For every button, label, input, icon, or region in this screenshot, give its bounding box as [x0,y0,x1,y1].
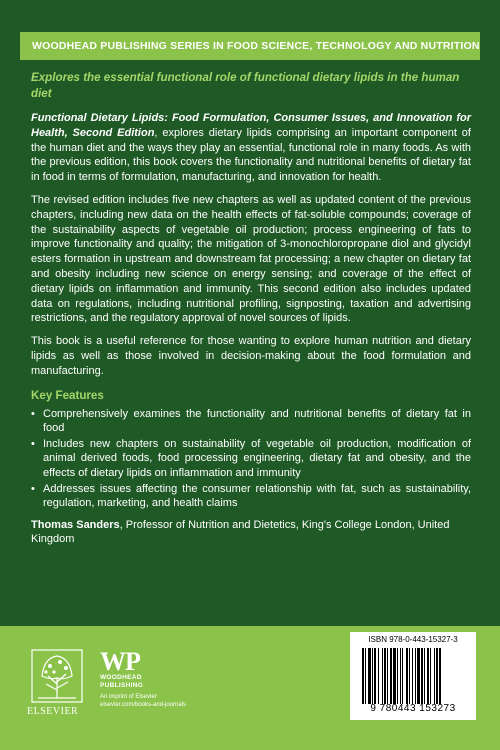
barcode-bars-icon [362,648,470,704]
tagline: Explores the essential functional role of functional dietary lipids in the human diet [31,71,460,100]
imprint-url: elsevier.com/books-and-journals [100,701,187,708]
woodhead-publishing-logo [100,647,220,709]
feature-text: Addresses issues affecting the consumer relationship with fat, such as sustainability, regulation, marketing, and health claims [43,482,471,510]
bullet-icon: • [31,437,35,450]
series-banner [20,32,480,60]
back-cover-text [31,70,471,547]
list-item [31,437,471,481]
series-title: WOODHEAD PUBLISHING SERIES IN FOOD SCIENCE, TECHNOLOGY AND NUTRITION [32,40,480,52]
isbn-label: ISBN 978-0-443-15327-3 [368,635,458,644]
author-affiliation: , Professor of Nutrition and Dietetics, King's College London, United Kingdom [31,518,450,546]
list-item [31,407,471,436]
wp-monogram: WP [100,647,140,676]
bullet-icon: • [31,482,35,495]
imprint-line: An imprint of Elsevier [100,694,157,700]
elsevier-wordmark: ELSEVIER [27,706,79,717]
reference-paragraph: This book is a useful reference for those wanting to explore human nutrition and dietary lipids as well as those involved in decision-making about the food formulation and manufacturing. [31,335,471,377]
intro-text: , explores dietary lipids comprising an important component of the human diet and the ways they play an essential, functional role in many foods. As with the previous edition, this book covers the functionality and nutritional benefits of dietary fat in food in terms of formulation, manufacturing, and innovation for health. [31,126,471,184]
author-credit [31,518,471,547]
top-strip [0,0,500,32]
list-item [31,482,471,511]
feature-text: Comprehensively examines the functionality and nutritional benefits of dietary fat in food [43,407,471,435]
feature-text: Includes new chapters on sustainability of vegetable oil production, modification of animal derived foods, food processing engineering, dietary fat and obesity, and the effects of dietary lipids on inflammation and immunity [43,437,471,479]
wp-name-line1: WOODHEAD [100,674,142,681]
wp-name-line2: PUBLISHING [100,682,144,689]
bullet-icon: • [31,407,35,420]
book-title: Functional Dietary Lipids: Food Formulation, Consumer Issues, and Innovation for Health, Second Edition [31,112,471,139]
key-features-list [31,407,471,511]
revised-edition-paragraph: The revised edition includes five new chapters as well as updated content of the previous chapters, including new data on the health effects of fat-soluble compounds; coverage of the sustainability aspects of vegetable oil production; process engineering of fats to improve functionality and quality; the mitigation of 3-monochloropropane diol and glycidyl esters formation in upstream and downstream fat processing; a new chapter on dietary fat and obesity including new science on energy sensing; and coverage of the effect of dietary lipids on inflammation and immunity. This second edition also includes updated data on regulations, including nutritional profiling, signposting, taxation and advertising restrictions, and the regulatory approval of novel sources of lipids. [31,193,471,325]
author-name: Thomas Sanders [31,518,120,531]
intro-paragraph [31,111,471,185]
barcode-digits: 9 780443 153273 [370,703,456,714]
isbn-barcode [350,632,476,720]
key-features-heading: Key Features [31,388,104,402]
